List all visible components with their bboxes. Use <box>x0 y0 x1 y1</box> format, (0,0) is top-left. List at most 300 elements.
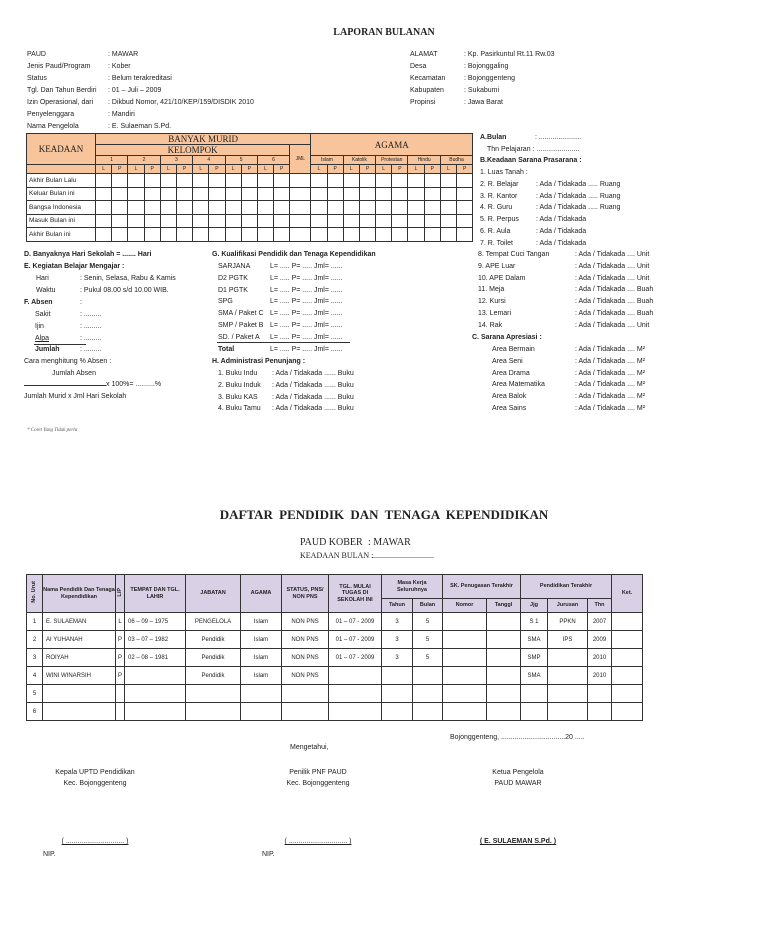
input-cell[interactable] <box>193 214 209 228</box>
input-cell[interactable] <box>128 201 144 215</box>
cell <box>487 649 521 667</box>
input-cell[interactable] <box>274 174 290 188</box>
kualifikasi-label: SARJANA <box>218 263 251 270</box>
table-row <box>27 685 643 703</box>
input-cell[interactable] <box>160 214 176 228</box>
divider <box>217 342 350 343</box>
cell <box>487 667 521 685</box>
input-cell[interactable] <box>241 187 257 201</box>
input-cell[interactable] <box>274 228 290 242</box>
apresiasi-value: : Ada / Tidakada .... M² <box>575 381 646 389</box>
kualifikasi-value: L= ..... P= ..... Jml= ...... <box>270 286 343 294</box>
bulan-value: ............................... <box>372 551 434 560</box>
input-cell[interactable] <box>225 187 241 201</box>
cell: 6 <box>27 703 43 721</box>
cell: IPS <box>548 631 588 649</box>
cara-label: Cara menghitung % Absen : <box>24 358 112 365</box>
sarana-label: 11. Meja <box>478 286 505 294</box>
apresiasi-label: Area Seni <box>492 357 523 365</box>
input-cell[interactable] <box>225 214 241 228</box>
th-jjg: Jjg <box>521 599 548 613</box>
table-row <box>27 613 643 631</box>
input-cell[interactable] <box>376 187 392 201</box>
cell <box>413 703 443 721</box>
input-cell[interactable] <box>343 187 359 201</box>
cell <box>329 685 382 703</box>
input-cell[interactable] <box>440 228 456 242</box>
input-cell[interactable] <box>327 214 343 228</box>
apresiasi-value: : Ada / Tidakada .... M² <box>575 357 646 365</box>
input-cell[interactable] <box>376 201 392 215</box>
sarana-value: : Ada / Tidakada <box>536 239 587 247</box>
input-cell[interactable] <box>241 214 257 228</box>
kualifikasi-label: Total <box>218 345 235 353</box>
thn-pelajaran: Thn Pelajaran : ...................... <box>487 146 580 153</box>
cell <box>521 685 548 703</box>
signatory-title: Kepala UPTD Pendidikan <box>55 769 135 776</box>
divider <box>34 344 86 345</box>
cell <box>487 613 521 631</box>
input-cell[interactable] <box>376 228 392 242</box>
input-cell[interactable] <box>209 214 225 228</box>
sarana-label: 10. APE Dalam <box>478 274 526 282</box>
cell: E. SULAEMAN <box>43 613 116 631</box>
input-cell[interactable] <box>343 214 359 228</box>
input-cell[interactable] <box>225 174 241 188</box>
info-label: Desa <box>410 63 427 70</box>
row-label: Akhir Bulan ini <box>27 228 96 242</box>
input-cell[interactable] <box>241 201 257 215</box>
sarana-label: 9. APE Luar <box>478 262 516 270</box>
cell: SMP <box>521 649 548 667</box>
input-cell[interactable] <box>376 214 392 228</box>
cell <box>612 631 643 649</box>
kualifikasi-value: L= ..... P= ..... Jml= ...... <box>270 345 343 353</box>
kualifikasi-label: D1 PGTK <box>218 286 248 294</box>
input-cell[interactable] <box>209 187 225 201</box>
input-cell[interactable] <box>193 187 209 201</box>
cell <box>329 703 382 721</box>
absen-value: : ......... <box>80 311 102 318</box>
paud-label: PAUD KOBER <box>300 537 363 548</box>
input-cell[interactable] <box>160 228 176 242</box>
th-tanggl: Tanggl <box>487 599 521 613</box>
sarana-value: : Ada / Tidakada ..... Ruang <box>536 192 621 200</box>
input-cell[interactable] <box>290 174 311 188</box>
input-cell[interactable] <box>144 174 160 188</box>
fraction-line <box>24 385 106 386</box>
cell <box>43 685 116 703</box>
input-cell[interactable] <box>144 214 160 228</box>
input-cell[interactable] <box>274 214 290 228</box>
input-cell[interactable] <box>193 201 209 215</box>
input-cell[interactable] <box>408 174 424 188</box>
th-l: L <box>193 165 209 174</box>
th-group: 6 <box>257 156 289 165</box>
input-cell[interactable] <box>176 174 192 188</box>
cell: 3 <box>27 649 43 667</box>
input-cell[interactable] <box>160 201 176 215</box>
input-cell[interactable] <box>176 228 192 242</box>
input-cell[interactable] <box>392 214 408 228</box>
cell <box>125 667 186 685</box>
input-cell[interactable] <box>392 228 408 242</box>
sarana-label: 2. R. Belajar <box>480 180 519 188</box>
sarana-value: : Ada / Tidakada <box>536 228 587 235</box>
th-group: 2 <box>128 156 160 165</box>
input-cell[interactable] <box>311 214 327 228</box>
th-p: P <box>144 165 160 174</box>
cell <box>125 703 186 721</box>
place-date: Bojonggenteng, .................................20 ..... <box>450 734 585 741</box>
input-cell[interactable] <box>112 201 128 215</box>
administrasi-label: 1. Buku Indu <box>218 370 258 377</box>
th-tahun: Tahun <box>382 599 413 613</box>
input-cell[interactable] <box>274 201 290 215</box>
signatory-title: Penilik PNF PAUD <box>289 769 347 776</box>
cell <box>329 667 382 685</box>
sarana-value: : Ada / Tidakada ..... Ruang <box>536 204 621 212</box>
cell: WINI WINARSIH <box>43 667 116 685</box>
row-label: Keluar Bulan ini <box>27 187 96 201</box>
cell <box>548 667 588 685</box>
cell: 5 <box>413 613 443 631</box>
th-agama: AGAMA <box>241 575 282 613</box>
input-cell[interactable] <box>408 187 424 201</box>
input-cell[interactable] <box>193 228 209 242</box>
sarana-value: : Ada / Tidakada .... Unit <box>575 274 650 282</box>
apresiasi-value: : Ada / Tidakada .... M² <box>575 369 646 377</box>
input-cell[interactable] <box>457 174 473 188</box>
th-pend: Pendidikan Terakhir <box>521 575 612 599</box>
cell: Islam <box>241 613 282 631</box>
cell <box>487 703 521 721</box>
th-blank <box>27 165 96 174</box>
cell <box>521 703 548 721</box>
report-title: LAPORAN BULANAN <box>333 27 435 38</box>
input-cell[interactable] <box>96 187 112 201</box>
th-masa: Masa Kerja Seluruhnya <box>382 575 443 599</box>
th-l: L <box>343 165 359 174</box>
table-row <box>27 649 643 667</box>
th-l: L <box>96 165 112 174</box>
cell <box>413 685 443 703</box>
administrasi-label: 4. Buku Tamu <box>218 405 261 413</box>
info-label: Kabupaten <box>410 87 444 94</box>
cell: 5 <box>413 631 443 649</box>
sarana-label: 6. R. Aula <box>480 228 511 235</box>
info-value: : Jawa Barat <box>464 99 503 106</box>
kbm-title: E. Kegiatan Belajar Mengajar : <box>24 263 125 270</box>
input-cell[interactable] <box>128 228 144 242</box>
cell <box>612 703 643 721</box>
table-row <box>27 214 473 228</box>
th-religion: Protestan <box>376 156 408 165</box>
cell: 2007 <box>588 613 612 631</box>
th-religion: Hindu <box>408 156 440 165</box>
th-p: P <box>241 165 257 174</box>
hari-label: Hari <box>36 275 49 282</box>
th-l: L <box>408 165 424 174</box>
input-cell[interactable] <box>257 214 273 228</box>
th-p: P <box>176 165 192 174</box>
waktu-label: Waktu <box>36 287 56 294</box>
input-cell[interactable] <box>257 201 273 215</box>
input-cell[interactable] <box>225 201 241 215</box>
input-cell[interactable] <box>241 174 257 188</box>
apresiasi-label: Area Drama <box>492 369 530 377</box>
input-cell[interactable] <box>176 201 192 215</box>
absen-sakit: Sakit <box>35 311 51 318</box>
cell <box>443 703 487 721</box>
input-cell[interactable] <box>144 201 160 215</box>
input-cell[interactable] <box>440 187 456 201</box>
absen-jumlah: Jumlah <box>35 346 60 353</box>
input-cell[interactable] <box>257 174 273 188</box>
sarana-label: 1. Luas Tanah : <box>480 169 528 176</box>
input-cell[interactable] <box>144 187 160 201</box>
apresiasi-value: : Ada / Tidakada .... M² <box>575 346 646 353</box>
input-cell[interactable] <box>343 174 359 188</box>
sarana-label: 12. Kursi <box>478 298 506 306</box>
input-cell[interactable] <box>128 174 144 188</box>
th-lp: L/P <box>116 587 123 597</box>
input-cell[interactable] <box>160 187 176 201</box>
cell: 02 – 08 – 1981 <box>125 649 186 667</box>
cell: 2009 <box>588 631 612 649</box>
input-cell[interactable] <box>96 174 112 188</box>
input-cell[interactable] <box>440 174 456 188</box>
input-cell[interactable] <box>144 228 160 242</box>
kualifikasi-value: L= ..... P= ..... Jml= ...... <box>270 333 343 341</box>
absen-value: : ......... <box>80 335 102 342</box>
th-l: L <box>440 165 456 174</box>
cell: 3 <box>382 631 413 649</box>
input-cell[interactable] <box>359 201 375 215</box>
th-p: P <box>112 165 128 174</box>
cell <box>612 685 643 703</box>
th-p: P <box>457 165 473 174</box>
th-group: 1 <box>96 156 128 165</box>
input-cell[interactable] <box>112 228 128 242</box>
info-label: Jenis Paud/Program <box>27 63 91 70</box>
sarana-value: : Ada / Tidakada .... Buah <box>575 298 654 306</box>
bulan-label: KEADAAN BULAN : <box>300 551 374 560</box>
input-cell[interactable] <box>160 174 176 188</box>
th-p: P <box>392 165 408 174</box>
input-cell[interactable] <box>359 214 375 228</box>
input-cell[interactable] <box>112 174 128 188</box>
cell <box>382 685 413 703</box>
cell: 2 <box>27 631 43 649</box>
info-value: : Belum terakreditasi <box>108 75 172 82</box>
input-cell[interactable] <box>128 214 144 228</box>
input-cell[interactable] <box>376 174 392 188</box>
sarana-label: 3. R. Kantor <box>480 192 518 200</box>
input-cell[interactable] <box>424 174 440 188</box>
input-cell[interactable] <box>112 214 128 228</box>
input-cell[interactable] <box>290 228 311 242</box>
input-cell[interactable] <box>290 187 311 201</box>
input-cell[interactable] <box>359 174 375 188</box>
input-cell[interactable] <box>257 228 273 242</box>
input-cell[interactable] <box>392 174 408 188</box>
input-cell[interactable] <box>457 187 473 201</box>
info-label: Penyelenggara <box>27 111 75 118</box>
input-cell[interactable] <box>311 174 327 188</box>
info-value: : 01 – Juli – 2009 <box>108 87 162 94</box>
th-group: 4 <box>193 156 225 165</box>
th-l: L <box>257 165 273 174</box>
info-value: : Bojonggaling <box>464 63 509 70</box>
input-cell[interactable] <box>457 228 473 242</box>
th-l: L <box>225 165 241 174</box>
input-cell[interactable] <box>457 201 473 215</box>
info-value: : Kp. Pasirkuntul Rt.11 Rw.03 <box>464 51 555 58</box>
hari-sekolah: D. Banyaknya Hari Sekolah = ....... Hari <box>24 251 152 258</box>
input-cell[interactable] <box>128 187 144 201</box>
th-nama: Nama Pendidik Dan Tenaga Kependidikan <box>43 575 116 613</box>
administrasi-title: H. Administrasi Penunjang : <box>212 358 306 365</box>
note: * Coret Yang Tidak perlu <box>27 428 78 433</box>
cell <box>282 703 329 721</box>
cell <box>548 685 588 703</box>
th-jurusan: Jurusan <box>548 599 588 613</box>
cell <box>588 703 612 721</box>
cell <box>548 649 588 667</box>
input-cell[interactable] <box>327 187 343 201</box>
cell: SMA <box>521 667 548 685</box>
info-value: : Sukabumi <box>464 87 500 94</box>
row-label: Masuk Bulan ini <box>27 214 96 228</box>
input-cell[interactable] <box>408 214 424 228</box>
formula: x 100%= ..........% <box>106 381 162 388</box>
input-cell[interactable] <box>209 201 225 215</box>
kualifikasi-label: SMA / Paket C <box>218 310 264 318</box>
input-cell[interactable] <box>343 201 359 215</box>
input-cell[interactable] <box>311 201 327 215</box>
cell: Pendidik <box>186 631 241 649</box>
input-cell[interactable] <box>311 228 327 242</box>
cell <box>241 685 282 703</box>
input-cell[interactable] <box>392 187 408 201</box>
signatory-name: ( E. SULAEMAN S.Pd. ) <box>479 838 557 845</box>
input-cell[interactable] <box>274 187 290 201</box>
input-cell[interactable] <box>241 228 257 242</box>
input-cell[interactable] <box>112 187 128 201</box>
input-cell[interactable] <box>311 187 327 201</box>
input-cell[interactable] <box>327 174 343 188</box>
input-cell[interactable] <box>193 174 209 188</box>
cell <box>548 703 588 721</box>
cell: 2010 <box>588 649 612 667</box>
input-cell[interactable] <box>96 228 112 242</box>
input-cell[interactable] <box>96 201 112 215</box>
info-value: : E. Sulaeman S.Pd. <box>108 123 172 130</box>
input-cell[interactable] <box>424 187 440 201</box>
daftar-title: DAFTAR PENDIDIK DAN TENAGA KEPENDIDIKAN <box>219 507 549 522</box>
input-cell[interactable] <box>408 201 424 215</box>
table-row <box>27 174 473 188</box>
input-cell[interactable] <box>209 228 225 242</box>
input-cell[interactable] <box>96 214 112 228</box>
input-cell[interactable] <box>440 201 456 215</box>
cell <box>413 667 443 685</box>
input-cell[interactable] <box>424 228 440 242</box>
apresiasi-label: Area Sains <box>492 405 527 412</box>
input-cell[interactable] <box>408 228 424 242</box>
table-row <box>27 187 473 201</box>
input-cell[interactable] <box>327 201 343 215</box>
th-sk: SK. Penugasan Terakhir <box>443 575 521 599</box>
cell: Pendidik <box>186 667 241 685</box>
input-cell[interactable] <box>457 214 473 228</box>
cell: 01 – 07 - 2009 <box>329 613 382 631</box>
cell <box>282 685 329 703</box>
input-cell[interactable] <box>290 214 311 228</box>
input-cell[interactable] <box>343 228 359 242</box>
input-cell[interactable] <box>290 201 311 215</box>
cell <box>241 703 282 721</box>
kualifikasi-label: D2 PGTK <box>218 274 248 282</box>
cell: NON PNS <box>282 649 329 667</box>
cell: 3 <box>382 613 413 631</box>
apresiasi-value: : Ada / Tidakada .... M² <box>575 405 646 412</box>
input-cell[interactable] <box>257 187 273 201</box>
cell: 06 – 09 – 1975 <box>125 613 186 631</box>
sarana-label: 13. Lemari <box>478 310 512 317</box>
sarana-value: : Ada / Tidakada .... Unit <box>575 321 650 329</box>
table-row <box>27 228 473 242</box>
input-cell[interactable] <box>209 174 225 188</box>
kualifikasi-value: L= ..... P= ..... Jml= ...... <box>270 263 343 270</box>
input-cell[interactable] <box>176 214 192 228</box>
cell <box>186 685 241 703</box>
administrasi-value: : Ada / Tidakada ...... Buku <box>272 405 354 413</box>
th-p: P <box>209 165 225 174</box>
cell: P <box>116 631 125 649</box>
input-cell[interactable] <box>392 201 408 215</box>
th-p: P <box>274 165 290 174</box>
th-tgl: TGL. MULAI TUGAS DI SEKOLAH INI <box>329 575 382 613</box>
cell <box>443 649 487 667</box>
th-l: L <box>160 165 176 174</box>
denominator: Jumlah Murid x Jml Hari Sekolah <box>24 393 127 400</box>
input-cell[interactable] <box>359 187 375 201</box>
murid-table <box>26 133 473 242</box>
signatory-name: ( .............................. ) <box>284 838 352 845</box>
administrasi-label: 3. Buku KAS <box>218 393 258 401</box>
input-cell[interactable] <box>424 214 440 228</box>
cell <box>116 685 125 703</box>
input-cell[interactable] <box>440 214 456 228</box>
th-p: P <box>359 165 375 174</box>
input-cell[interactable] <box>327 228 343 242</box>
input-cell[interactable] <box>359 228 375 242</box>
apresiasi-value: : Ada / Tidakada .... M² <box>575 393 646 401</box>
input-cell[interactable] <box>176 187 192 201</box>
cell: 2010 <box>588 667 612 685</box>
info-label: PAUD <box>27 51 46 58</box>
paud-value: : MAWAR <box>368 537 411 548</box>
input-cell[interactable] <box>225 228 241 242</box>
cell: AI YUHANAH <box>43 631 116 649</box>
input-cell[interactable] <box>424 201 440 215</box>
administrasi-value: : Ada / Tidakada ...... Buku <box>272 370 354 377</box>
cell: 4 <box>27 667 43 685</box>
th-agama: AGAMA <box>311 134 473 156</box>
table-row <box>27 667 643 685</box>
